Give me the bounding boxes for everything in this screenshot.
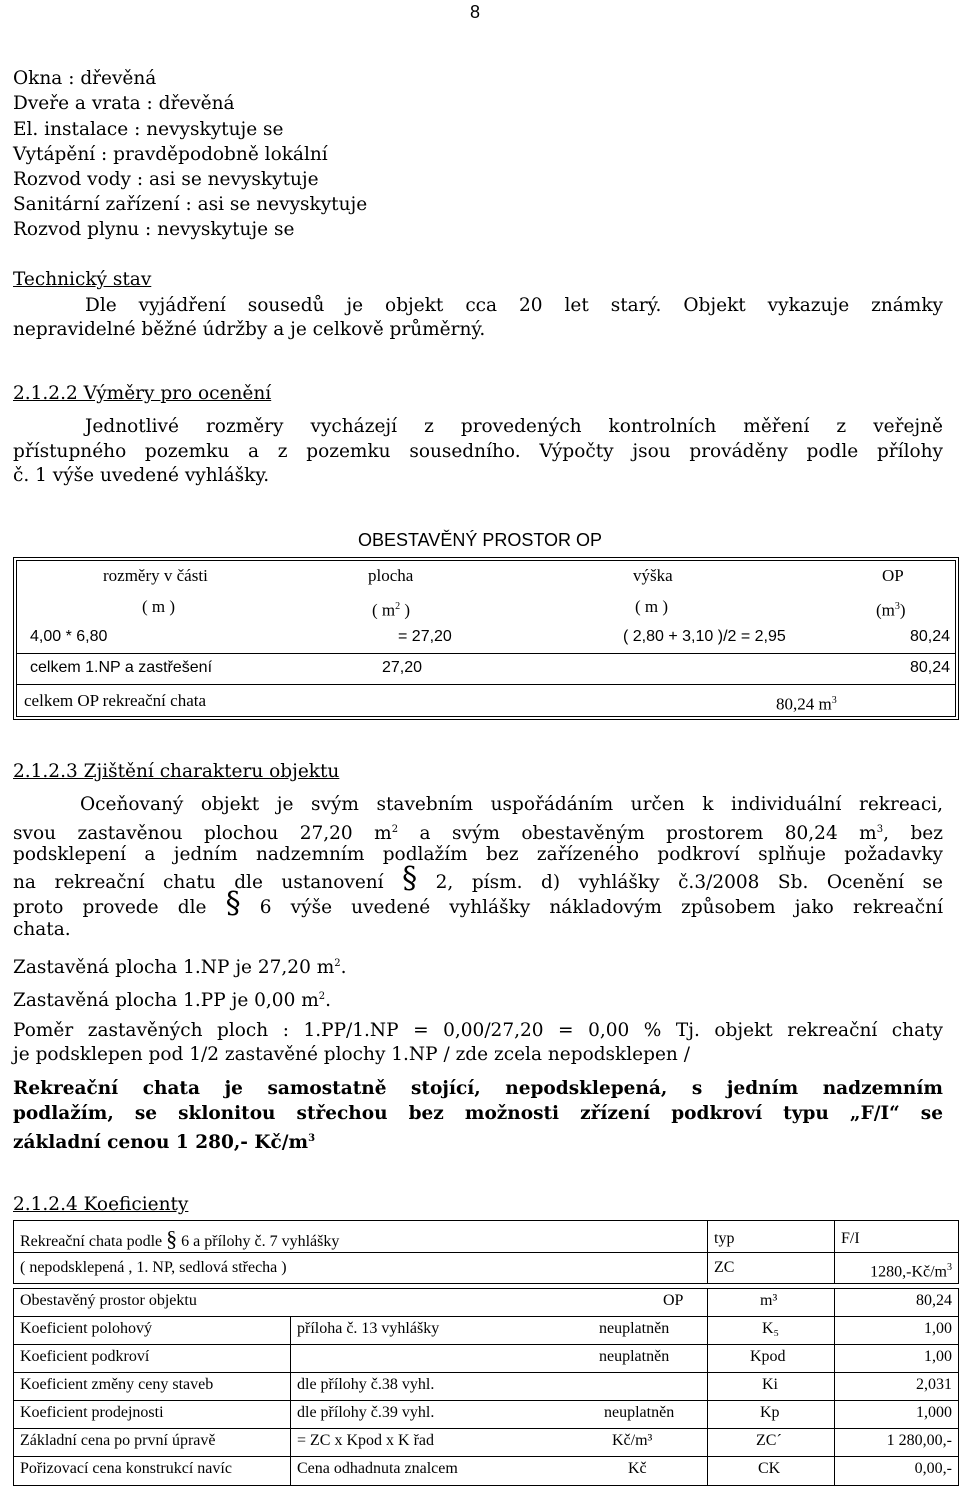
coef-row-symbol: K₅ xyxy=(762,1320,780,1337)
coef-table-rule xyxy=(707,1288,708,1486)
coef-header-rule xyxy=(707,1220,708,1284)
coef-row-label: Koeficient podkroví xyxy=(20,1348,150,1365)
section-heading-2123: 2.1.2.3 Zjištění charakteru objektu xyxy=(13,761,340,782)
intro-line: Vytápění : pravděpodobně lokální xyxy=(13,144,328,165)
coef-row-value: 1,000 xyxy=(916,1404,952,1421)
op-header-area-unit: ( $m^2$ ) xyxy=(372,600,411,620)
coef-row-label: Koeficient prodejnosti xyxy=(20,1404,164,1421)
coef-row-label: Koeficient změny ceny staveb xyxy=(20,1376,214,1393)
coef-row-unit: Kč xyxy=(628,1460,647,1477)
coef-row-symbol: ZC´ xyxy=(756,1432,782,1449)
intro-line: Rozvod vody : asi se nevyskytuje xyxy=(13,169,319,190)
conclusion-bold: podlažím, se sklonitou střechou bez možnosti zřízení podkroví typu „F/I“ se xyxy=(13,1103,943,1124)
page-number: 8 xyxy=(470,2,481,22)
coef-row-status: neuplatněn xyxy=(599,1348,670,1365)
coef-row-source: = ZC x Kpod x K řad xyxy=(297,1432,435,1449)
section-2123-text: proto provede dle § 6 výše uvedené vyhlášky nákladovým způsobem jako rekreační xyxy=(13,886,943,921)
conclusion-bold: Rekreační chata je samostatně stojící, nepodsklepená, s jedním nadzemním xyxy=(13,1078,943,1099)
op-header-op-unit: $(m^3)$ xyxy=(876,600,906,620)
coef-row-symbol: Kpod xyxy=(750,1348,786,1365)
coef-row-value: 1,00 xyxy=(924,1320,952,1337)
coef-row-symbol: CK xyxy=(758,1460,781,1477)
built-area-pp: Zastavěná plocha 1.PP je 0,00 $m^2$. xyxy=(13,990,332,1012)
op-row1-dims: 4,00 * 6,80 xyxy=(30,628,108,645)
coef-row-code: OP xyxy=(663,1292,684,1309)
op-total-value: 80,24 $m^3$ xyxy=(776,694,837,714)
op-header-dims: rozměry v části xyxy=(103,566,208,585)
intro-line: Rozvod plynu : nevyskytuje se xyxy=(13,219,295,240)
intro-line: Sanitární zařízení : asi se nevyskytuje xyxy=(13,194,368,215)
built-area-np: Zastavěná plocha 1.NP je 27,20 $m^2$. xyxy=(13,957,347,979)
section-2123-text: svou zastavěnou plochou 27,20 $m^2$ a svým obestavěným prostorem 80,24 $m^3$, bez xyxy=(13,823,943,845)
coef-header-typ-label: typ xyxy=(714,1230,735,1247)
technical-state-text: Dle vyjádření sousedů je objekt cca 20 let starý. Objekt vykazuje známky xyxy=(85,295,943,316)
section-2123-text: chata. xyxy=(13,919,71,940)
coef-table-rule xyxy=(834,1288,835,1486)
ratio-text: je podsklepen pod 1/2 zastavěné plochy 1.NP / zde zcela nepodsklepen / xyxy=(13,1044,690,1065)
coef-row-symbol: m³ xyxy=(760,1292,778,1309)
coef-row-status: neuplatněn xyxy=(604,1404,675,1421)
section-heading-2122: 2.1.2.2 Výměry pro ocenění xyxy=(13,383,272,404)
section-2122-text: č. 1 výše uvedené vyhlášky. xyxy=(13,465,270,486)
op-header-dims-unit: ( m ) xyxy=(142,597,176,616)
section-2122-text: přístupného pozemku a z pozemku sousedního. Výpočty jsou prováděny podle přílohy xyxy=(13,441,943,462)
coef-row-label: Koeficient polohový xyxy=(20,1320,152,1337)
section-heading-2124: 2.1.2.4 Koeficienty xyxy=(13,1194,189,1215)
intro-line: Okna : dřevěná xyxy=(13,68,157,89)
coef-row-unit: Kč/m³ xyxy=(612,1432,653,1449)
op-row2-op: 80,24 xyxy=(909,659,950,676)
coef-row-source: Cena odhadnuta znalcem xyxy=(297,1460,458,1477)
op-header-height: výška xyxy=(633,566,673,585)
op-table-rule xyxy=(16,653,956,654)
coef-row-value: 1,00 xyxy=(924,1348,952,1365)
section-2123-text: podsklepení a jedním nadzemním podlažím bez zařízeného podkroví splňuje požadavky xyxy=(13,844,943,865)
coef-table-rule xyxy=(13,1428,959,1429)
coef-header-subtitle: ( nepodsklepená , 1. NP, sedlová střecha ) xyxy=(20,1259,287,1276)
intro-line: Dveře a vrata : dřevěná xyxy=(13,93,235,114)
coef-table-rule xyxy=(13,1400,959,1401)
coef-row-source: dle přílohy č.38 vyhl. xyxy=(297,1376,435,1393)
op-total-label: celkem OP rekreační chata xyxy=(24,691,207,710)
coef-table-rule xyxy=(13,1316,959,1317)
op-row1-op: 80,24 xyxy=(909,628,950,645)
coef-table-rule xyxy=(13,1372,959,1373)
coef-row-symbol: Kp xyxy=(760,1404,780,1421)
coef-row-symbol: Ki xyxy=(762,1376,778,1393)
conclusion-bold: základní cenou 1 280,- $Kč/m^3$ xyxy=(13,1132,316,1154)
coef-header-zc-label: ZC xyxy=(714,1259,735,1276)
op-row2-label: celkem 1.NP a zastřešení xyxy=(30,659,213,676)
coef-row-label: Obestavěný prostor objektu xyxy=(20,1292,197,1309)
coef-row-label: Pořizovací cena konstrukcí navíc xyxy=(20,1460,232,1477)
coef-header-typ-value: F/I xyxy=(841,1230,860,1247)
coef-table-rule xyxy=(290,1316,291,1486)
op-table-rule xyxy=(16,684,956,685)
coef-row-value: 0,00,- xyxy=(914,1460,952,1477)
section-2122-text: Jednotlivé rozměry vycházejí z provedených kontrolních měření z veřejně xyxy=(85,416,943,437)
op-header-height-unit: ( m ) xyxy=(635,597,669,616)
section-2123-text: na rekreační chatu dle ustanovení § 2, písm. d) vyhlášky č.3/2008 Sb. Ocenění se xyxy=(13,861,943,896)
coef-header-rule xyxy=(13,1252,959,1253)
coef-header-title: Rekreační chata podle § 6 a přílohy č. 7 vyhlášky xyxy=(20,1226,340,1251)
coef-row-source: příloha č. 13 vyhlášky xyxy=(297,1320,440,1337)
coef-table-rule xyxy=(13,1344,959,1345)
coef-row-status: neuplatněn xyxy=(599,1320,670,1337)
coef-row-value: 80,24 xyxy=(916,1292,952,1309)
op-row2-area: 27,20 xyxy=(382,659,423,676)
op-table-title: OBESTAVĚNÝ PROSTOR OP xyxy=(357,530,603,550)
op-row1-height: ( 2,80 + 3,10 )/2 = 2,95 xyxy=(623,628,786,645)
intro-line: El. instalace : nevyskytuje se xyxy=(13,119,284,140)
coef-header-rule xyxy=(834,1220,835,1284)
coef-row-label: Základní cena po první úpravě xyxy=(20,1432,216,1449)
technical-state-text: nepravidelné běžné údržby a je celkově průměrný. xyxy=(13,319,486,340)
op-header-area: plocha xyxy=(368,566,414,585)
ratio-text: Poměr zastavěných ploch : 1.PP/1.NP = 0,00/27,20 = 0,00 % Tj. objekt rekreační chaty xyxy=(13,1020,943,1041)
technical-state-heading: Technický stav xyxy=(13,269,152,290)
coef-row-source: dle přílohy č.39 vyhl. xyxy=(297,1404,435,1421)
coef-header-zc-value: $1280,-Kč/m^3$ xyxy=(870,1262,952,1281)
coef-row-value: 1 280,00,- xyxy=(886,1432,952,1449)
coef-row-value: 2,031 xyxy=(916,1376,952,1393)
coef-table-rule xyxy=(13,1456,959,1457)
op-header-op: OP xyxy=(882,566,904,585)
op-row1-area: = 27,20 xyxy=(398,628,452,645)
section-2123-text: Oceňovaný objekt je svým stavebním uspořádáním určen k individuální rekreaci, xyxy=(80,794,943,815)
